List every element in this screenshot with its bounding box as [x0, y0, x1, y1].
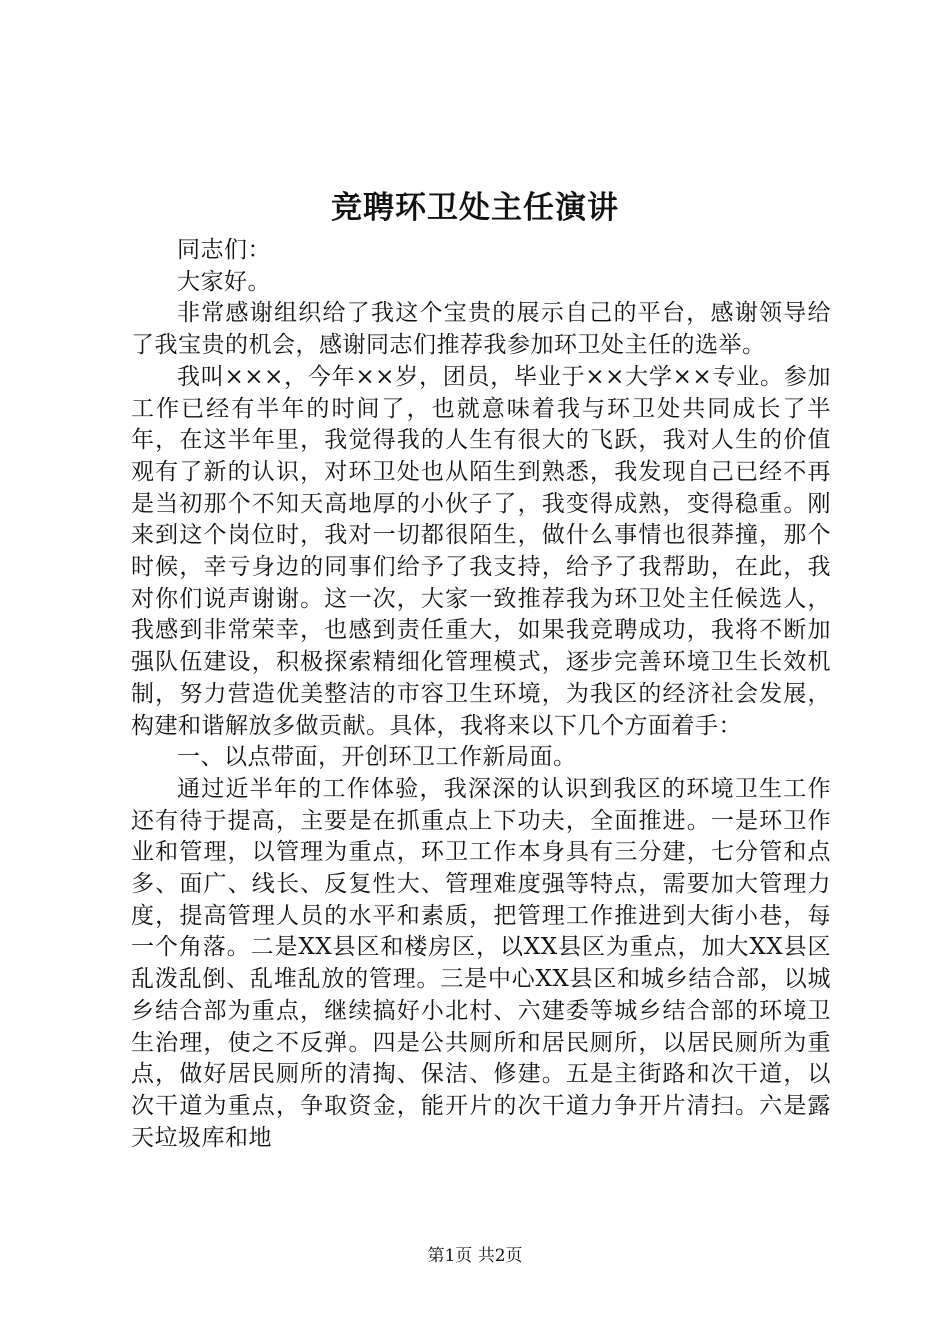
paragraph-section-1: 通过近半年的工作体验，我深深的认识到我区的环境卫生工作还有待于提高，主要是在抓重点上下功夫，全面推进。一是环卫作业和管理，以管理为重点，环卫工作本身具有三分建，七分管和点多、面广、线长、反复性大、管理难度强等特点，需要加大管理力度，提高管理人员的水平和素质，把管理工作推进到大街小巷，每一个角落。二是XX县区和楼房区，以XX县区为重点，加大XX县区乱泼乱倒、乱堆乱放的管理。三是中心XX县区和城乡结合部，以城乡结合部为重点，继续搞好小北村、六建委等城乡结合部的环境卫生治理，使之不反弹。四是公共厕所和居民厕所，以居民厕所为重点，做好居民厕所的清掏、保洁、修建。五是主街路和次干道，以次干道为重点，争取资金，能开片的次干道力争开片清扫。六是露天垃圾库和地 — [131, 775, 831, 1151]
paragraph-introduction: 我叫×××，今年××岁，团员，毕业于××大学××专业。参加工作已经有半年的时间了，也就意味着我与环卫处共同成长了半年，在这半年里，我觉得我的人生有很大的飞跃，我对人生的价值观有了新的认识，对环卫处也从陌生到熟悉，我发现自己已经不再是当初那个不知天高地厚的小伙子了，我变得成熟，变得稳重。刚来到这个岗位时，我对一切都很陌生，做什么事情也很莽撞，那个时候，幸亏身边的同事们给予了我支持，给予了我帮助，在此，我对你们说声谢谢。这一次，大家一致推荐我为环卫处主任候选人，我感到非常荣幸，也感到责任重大，如果我竞聘成功，我将不断加强队伍建设，积极探索精细化管理模式，逐步完善环境卫生长效机制，努力营造优美整洁的市容卫生环境，为我区的经济社会发展，构建和谐解放多做贡献。具体，我将来以下几个方面着手： — [131, 363, 831, 739]
paragraph-greeting: 大家好。 — [177, 268, 271, 295]
page-number-footer: 第1页 共2页 — [427, 1246, 523, 1266]
paragraph-thanks: 非常感谢组织给了我这个宝贵的展示自己的平台，感谢领导给了我宝贵的机会，感谢同志们推荐我参加环卫处主任的选举。 — [131, 300, 831, 359]
section-heading-1: 一、以点带面，开创环卫工作新局面。 — [177, 744, 577, 771]
document-title: 竞聘环卫处主任演讲 — [331, 190, 619, 226]
paragraph-salutation: 同志们： — [177, 237, 271, 263]
document-body — [131, 235, 831, 1154]
